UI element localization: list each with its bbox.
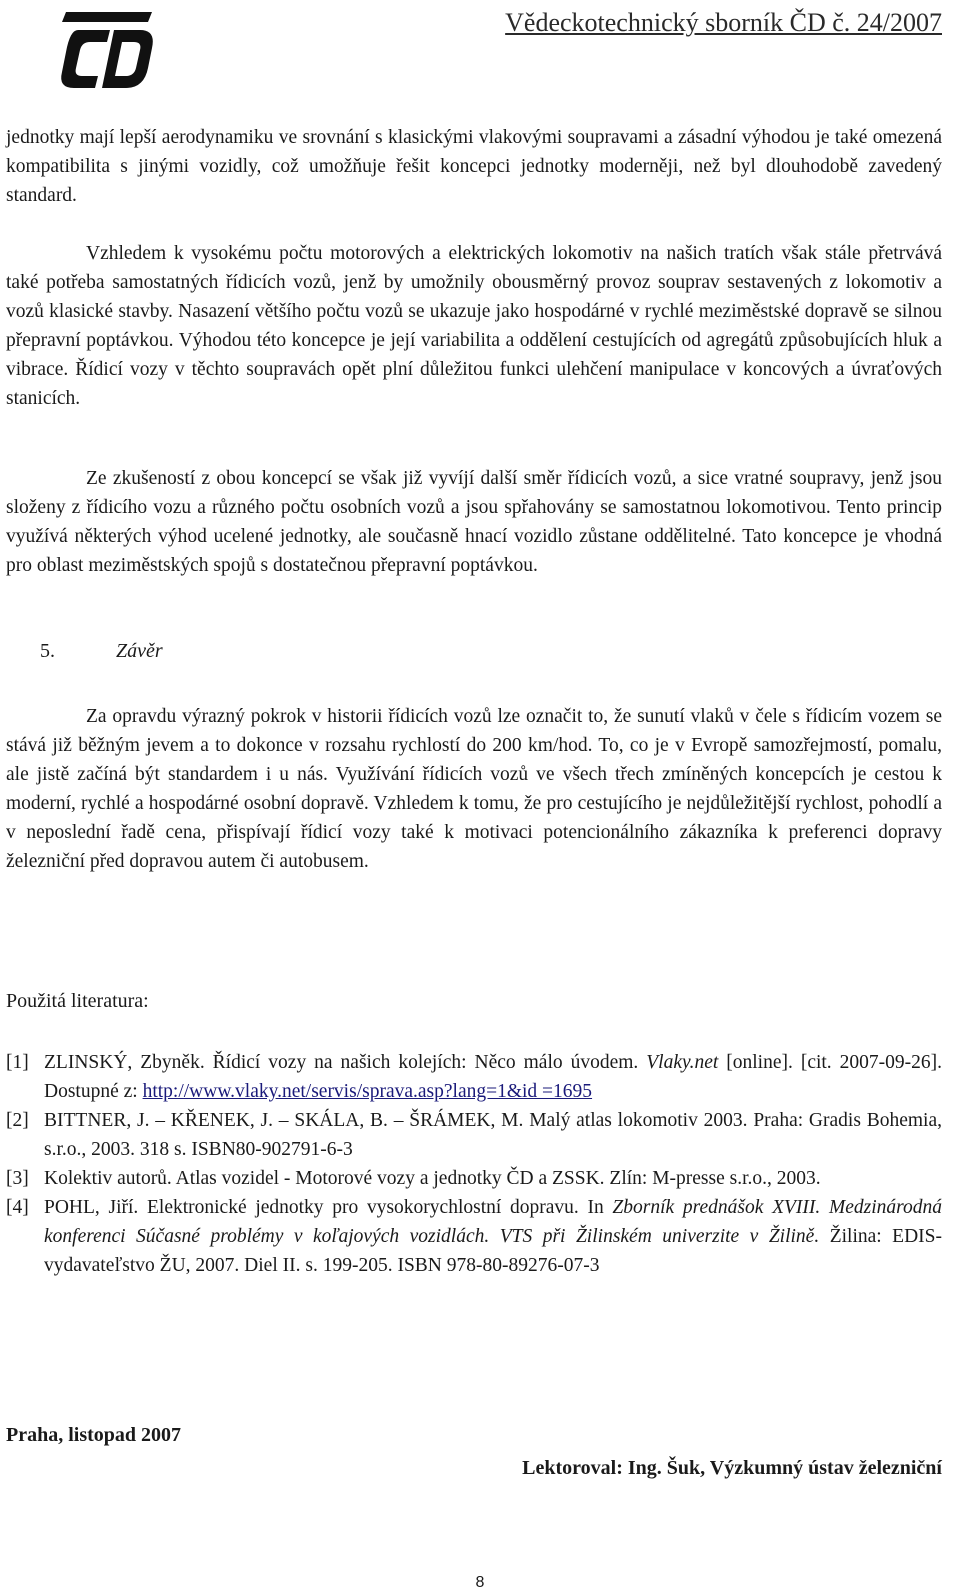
reference-text: Kolektiv autorů. Atlas vozidel - Motorové vozy a jednotky ČD a ZSSK. Zlín: M-presse s.r.o., 2003.: [44, 1168, 821, 1189]
svg-text:ČD: ČD: [52, 6, 54, 7]
reference-marker: [3]: [6, 1168, 29, 1189]
reference-marker: [1]: [6, 1052, 29, 1073]
reference-list: [6, 1048, 942, 1280]
reference-marker: [2]: [6, 1110, 29, 1131]
literature-heading: Použitá literatura:: [6, 990, 149, 1012]
journal-title: Vědeckotechnický sborník ČD č. 24/2007: [505, 8, 942, 37]
page-number: 8: [475, 1574, 485, 1591]
paragraph-push-pull: Ze zkušeností z obou koncepcí se však již vyvíjí další směr řídicích vozů, a sice vratné soupravy, jenž jsou složeny z řídicího vozu a různého počtu osobních vozů a jsou spřahovány se samostatnou lokomotivou. Tento princip využívá některých výhod ucelené jednotky, ale současně hnací vozidlo zůstane oddělitelné. Tato koncepce je vhodná pro oblast meziměstských spojů s dostatečnou přepravní poptávkou.: [6, 468, 942, 576]
place-date: Praha, listopad 2007: [6, 1424, 182, 1446]
paragraph-conclusion: Za opravdu výrazný pokrok v historii řídicích vozů lze označit to, že sunutí vlaků v čele s řídicím vozem se stává již běžným jevem a to dokonce v rozsahu rychlostí do 200 km/hod. To, co je v Evropě samozřejmostí, pomalu, ale jistě začíná být standardem i u nás. Využívání řídicích vozů ve všech třech zmíněných koncepcích je cestou k moderní, rychlé a hospodárné osobní dopravě. Vzhledem k tomu, že pro cestujícího je nejdůležitější rychlost, pohodlí a v neposlední řadě cena, přispívají řídicí vozy také k motivaci potencionálního zákazníka k preferenci dopravy železniční před dopravou autem či autobusem.: [6, 706, 942, 872]
reference-text: BITTNER, J. – KŘENEK, J. – SKÁLA, B. – ŠRÁMEK, M. Malý atlas lokomotiv 2003. Praha: Gradis Bohemia, s.r.o., 2003. 318 s. ISBN80-902791-6-3: [44, 1110, 942, 1160]
reference-item-1: [6, 1048, 942, 1106]
reference-link[interactable]: http://www.vlaky.net/servis/sprava.asp?lang=1&id =1695: [142, 1081, 593, 1102]
reviewer-line: Lektoroval: Ing. Šuk, Výzkumný ústav železniční: [522, 1457, 942, 1479]
reference-item-4: [6, 1193, 942, 1280]
section-title: Závěr: [116, 640, 163, 662]
reference-item-3: [6, 1164, 942, 1193]
section-heading: [40, 640, 163, 663]
section-number: 5.: [40, 640, 55, 662]
reference-text: POHL, Jiří. Elektronické jednotky pro vysokorychlostní dopravu. In Zborník prednášok XVIII. Medzinárodná konferenci Súčasné problémy v koľajových vozidlách. VTS při Žilinském univerzite v Žilině. Žilina: EDIS-vydavateľstvo ŽU, 2007. Diel II. s. 199-205. ISBN 978-80-89276-07-3: [44, 1197, 942, 1276]
paragraph-intro: jednotky mají lepší aerodynamiku ve srovnání s klasickými vlakovými soupravami a zásadní výhodou je také omezená kompatibilita s jinými vozidly, což umožňuje řešit koncepci jednotky moderněji, než byl dlouhodobě zavedený standard.: [6, 127, 942, 206]
cd-logo: [52, 6, 162, 98]
paragraph-control-cars: Vzhledem k vysokému počtu motorových a elektrických lokomotiv na našich tratích však stále přetrvává také potřeba samostatných řídicích vozů, jenž by umožnily obousměrný provoz souprav sestavených z lokomotiv a vozů klasické stavby. Nasazení většího počtu vozů se ukazuje jako hospodárné v rychlé meziměstské dopravě se silnou přepravní poptávkou. Výhodou této koncepce je její variabilita a oddělení cestujících od agregátů způsobujících hluk a vibrace. Řídicí vozy v těchto soupravách opět plní důležitou funkci ulehčení manipulace v koncových a úvraťových stanicích.: [6, 243, 942, 409]
reference-item-2: [6, 1106, 942, 1164]
reference-marker: [4]: [6, 1197, 29, 1218]
reference-text: ZLINSKÝ, Zbyněk. Řídicí vozy na našich kolejích: Něco málo úvodem. Vlaky.net [online]. [cit. 2007-09-26]. Dostupné z: http://www.vlaky.net/servis/sprava.asp?lang=1&id =1695: [44, 1052, 943, 1102]
